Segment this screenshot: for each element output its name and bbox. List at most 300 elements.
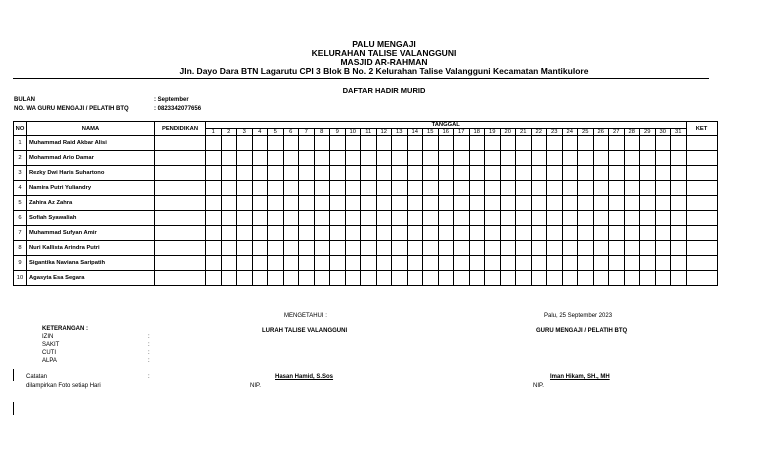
attendance-cell (640, 271, 656, 286)
attendance-cell (407, 181, 423, 196)
attendance-cell (562, 226, 578, 241)
attendance-cell (392, 196, 408, 211)
attendance-cell (283, 241, 299, 256)
attendance-cell (516, 226, 532, 241)
education-cell (155, 196, 206, 211)
attendance-cell (655, 166, 671, 181)
attendance-cell (624, 136, 640, 151)
attendance-cell (655, 256, 671, 271)
attendance-cell (221, 226, 237, 241)
attendance-cell (547, 271, 563, 286)
attendance-cell (516, 271, 532, 286)
attendance-cell (283, 256, 299, 271)
mengetahui-label: MENGETAHUI : (284, 313, 327, 319)
header-line-1: PALU MENGAJI (352, 39, 416, 49)
sakit-label: SAKIT (42, 342, 60, 348)
lurah-nip: NIP. (250, 383, 261, 389)
day-header-18: 18 (469, 129, 485, 136)
attendance-cell (361, 271, 377, 286)
attendance-cell (609, 151, 625, 166)
attendance-cell (330, 136, 346, 151)
attendance-cell (407, 166, 423, 181)
attendance-cell (361, 196, 377, 211)
attendance-cell (407, 151, 423, 166)
attendance-cell (423, 166, 439, 181)
ket-cell (686, 151, 717, 166)
attendance-cell (314, 196, 330, 211)
attendance-cell (314, 226, 330, 241)
attendance-cell (562, 136, 578, 151)
attendance-cell (237, 226, 253, 241)
attendance-cell (283, 181, 299, 196)
attendance-cell (485, 166, 501, 181)
day-header-15: 15 (423, 129, 439, 136)
attendance-cell (252, 151, 268, 166)
attendance-cell (299, 226, 315, 241)
attendance-cell (593, 166, 609, 181)
day-header-31: 31 (671, 129, 687, 136)
day-header-28: 28 (624, 129, 640, 136)
attendance-cell (500, 256, 516, 271)
attendance-cell (500, 151, 516, 166)
attendance-cell (392, 166, 408, 181)
day-header-13: 13 (392, 129, 408, 136)
attendance-cell (299, 241, 315, 256)
day-header-6: 6 (283, 129, 299, 136)
attendance-cell (655, 241, 671, 256)
ket-cell (686, 196, 717, 211)
attendance-cell (423, 226, 439, 241)
row-number: 1 (14, 136, 27, 151)
attendance-cell (469, 226, 485, 241)
student-name: Nuri Kallista Arindra Putri (27, 241, 155, 256)
attendance-cell (469, 256, 485, 271)
attendance-cell (438, 256, 454, 271)
education-cell (155, 256, 206, 271)
attendance-cell (531, 256, 547, 271)
attendance-cell (392, 256, 408, 271)
attendance-cell (624, 181, 640, 196)
attendance-cell (469, 151, 485, 166)
attendance-cell (423, 241, 439, 256)
attendance-cell (640, 136, 656, 151)
attendance-cell (671, 241, 687, 256)
attendance-cell (376, 196, 392, 211)
attendance-cell (345, 226, 361, 241)
attendance-cell (547, 256, 563, 271)
attendance-cell (330, 166, 346, 181)
attendance-cell (640, 241, 656, 256)
table-row (14, 271, 718, 286)
wa-value: : 0823342077656 (154, 106, 202, 112)
attendance-cell (283, 166, 299, 181)
attendance-cell (469, 166, 485, 181)
attendance-cell (438, 136, 454, 151)
attendance-cell (361, 151, 377, 166)
attendance-cell (547, 241, 563, 256)
attendance-cell (268, 196, 284, 211)
attendance-cell (407, 271, 423, 286)
attendance-cell (578, 166, 594, 181)
attendance-cell (361, 211, 377, 226)
attendance-cell (376, 211, 392, 226)
attendance-cell (624, 166, 640, 181)
column-header-ket: KET (686, 122, 717, 136)
attendance-cell (547, 211, 563, 226)
attendance-cell (206, 151, 222, 166)
attendance-cell (531, 181, 547, 196)
attendance-cell (500, 226, 516, 241)
attendance-cell (516, 166, 532, 181)
attendance-cell (531, 271, 547, 286)
attendance-cell (655, 271, 671, 286)
attendance-cell (299, 271, 315, 286)
attendance-cell (237, 136, 253, 151)
attendance-cell (252, 196, 268, 211)
attendance-cell (407, 211, 423, 226)
attendance-cell (392, 136, 408, 151)
day-header-11: 11 (361, 129, 377, 136)
attendance-cell (578, 151, 594, 166)
day-header-5: 5 (268, 129, 284, 136)
attendance-cell (221, 151, 237, 166)
attendance-cell (206, 241, 222, 256)
attendance-cell (376, 181, 392, 196)
attendance-cell (361, 166, 377, 181)
cuti-colon: : (148, 350, 150, 356)
attendance-cell (671, 271, 687, 286)
attendance-cell (562, 181, 578, 196)
attendance-cell (578, 256, 594, 271)
student-name: Agasyta Esa Segara (27, 271, 155, 286)
attendance-cell (221, 196, 237, 211)
table-row (14, 196, 718, 211)
attendance-cell (578, 271, 594, 286)
attendance-cell (671, 166, 687, 181)
attendance-cell (221, 271, 237, 286)
day-header-9: 9 (330, 129, 346, 136)
attendance-cell (314, 241, 330, 256)
row-number: 2 (14, 151, 27, 166)
attendance-cell (330, 151, 346, 166)
attendance-cell (252, 271, 268, 286)
day-header-10: 10 (345, 129, 361, 136)
attendance-cell (252, 181, 268, 196)
attendance-cell (392, 271, 408, 286)
attendance-cell (423, 151, 439, 166)
attendance-cell (624, 271, 640, 286)
attendance-cell (578, 211, 594, 226)
attendance-cell (345, 166, 361, 181)
attendance-cell (500, 271, 516, 286)
attendance-cell (237, 166, 253, 181)
row-number: 5 (14, 196, 27, 211)
attendance-cell (252, 226, 268, 241)
attendance-cell (485, 211, 501, 226)
table-row (14, 241, 718, 256)
attendance-cell (330, 226, 346, 241)
attendance-cell (361, 181, 377, 196)
attendance-cell (252, 166, 268, 181)
attendance-cell (624, 196, 640, 211)
student-name: Muhammad Raid Akbar Alisi (27, 136, 155, 151)
attendance-cell (206, 136, 222, 151)
student-name: Namira Putri Yuliandry (27, 181, 155, 196)
attendance-cell (407, 196, 423, 211)
month-label: BULAN (14, 97, 35, 103)
lurah-name: Hasan Hamid, S.Sos (275, 374, 334, 380)
table-row (14, 151, 718, 166)
column-header-education: PENDIDIKAN (155, 122, 206, 136)
attendance-cell (361, 256, 377, 271)
row-number: 4 (14, 181, 27, 196)
table-row (14, 211, 718, 226)
attendance-cell (547, 181, 563, 196)
attendance-cell (671, 136, 687, 151)
education-cell (155, 136, 206, 151)
attendance-cell (578, 136, 594, 151)
attendance-table (13, 121, 718, 286)
attendance-cell (562, 211, 578, 226)
attendance-cell (531, 196, 547, 211)
attendance-cell (376, 241, 392, 256)
attendance-cell (469, 196, 485, 211)
attendance-cell (609, 271, 625, 286)
attendance-cell (531, 136, 547, 151)
keterangan-label: KETERANGAN : (42, 326, 88, 332)
guru-title: GURU MENGAJI / PELATIH BTQ (536, 328, 628, 334)
attendance-cell (407, 256, 423, 271)
attendance-cell (407, 241, 423, 256)
attendance-cell (640, 181, 656, 196)
attendance-cell (237, 151, 253, 166)
alpa-label: ALPA (42, 358, 57, 364)
attendance-cell (593, 136, 609, 151)
row-number: 6 (14, 211, 27, 226)
attendance-cell (578, 196, 594, 211)
header-divider (13, 78, 709, 79)
attendance-cell (206, 256, 222, 271)
day-header-4: 4 (252, 129, 268, 136)
attendance-cell (578, 241, 594, 256)
attendance-cell (438, 241, 454, 256)
attendance-cell (237, 196, 253, 211)
attendance-cell (314, 271, 330, 286)
attendance-cell (469, 241, 485, 256)
attendance-cell (268, 211, 284, 226)
attendance-cell (640, 256, 656, 271)
attendance-cell (640, 166, 656, 181)
attendance-cell (655, 181, 671, 196)
attendance-cell (206, 226, 222, 241)
attendance-cell (454, 241, 470, 256)
attendance-cell (469, 181, 485, 196)
attendance-cell (516, 181, 532, 196)
attendance-cell (454, 256, 470, 271)
attendance-cell (609, 256, 625, 271)
month-value: : September (154, 97, 189, 103)
attendance-cell (469, 136, 485, 151)
attendance-cell (485, 151, 501, 166)
attendance-cell (376, 256, 392, 271)
ket-cell (686, 256, 717, 271)
attendance-cell (438, 226, 454, 241)
attendance-cell (314, 256, 330, 271)
attendance-cell (516, 241, 532, 256)
attendance-cell (407, 226, 423, 241)
attendance-cell (593, 241, 609, 256)
attendance-cell (485, 181, 501, 196)
table-row (14, 136, 718, 151)
day-header-19: 19 (485, 129, 501, 136)
attendance-cell (500, 166, 516, 181)
guru-name: Iman Hikam, SH., MH (550, 374, 610, 380)
attendance-cell (206, 196, 222, 211)
attendance-cell (361, 226, 377, 241)
izin-label: IZIN (42, 334, 54, 340)
attendance-cell (562, 271, 578, 286)
attendance-cell (454, 211, 470, 226)
attendance-cell (485, 226, 501, 241)
attendance-cell (562, 151, 578, 166)
attendance-cell (221, 136, 237, 151)
attendance-cell (206, 166, 222, 181)
attendance-cell (671, 211, 687, 226)
attendance-cell (609, 211, 625, 226)
attendance-cell (655, 226, 671, 241)
attendance-cell (438, 211, 454, 226)
day-header-21: 21 (516, 129, 532, 136)
attendance-cell (283, 136, 299, 151)
attendance-cell (500, 211, 516, 226)
attendance-cell (283, 211, 299, 226)
row-number: 10 (14, 271, 27, 286)
attendance-cell (454, 166, 470, 181)
attendance-cell (268, 226, 284, 241)
attendance-cell (609, 166, 625, 181)
attendance-cell (392, 181, 408, 196)
attendance-cell (330, 196, 346, 211)
attendance-cell (547, 136, 563, 151)
attendance-cell (547, 166, 563, 181)
attendance-cell (655, 136, 671, 151)
attendance-cell (376, 271, 392, 286)
attendance-cell (438, 166, 454, 181)
cuti-label: CUTI (42, 350, 56, 356)
attendance-cell (221, 166, 237, 181)
attendance-cell (283, 151, 299, 166)
attendance-cell (299, 256, 315, 271)
attendance-cell (221, 211, 237, 226)
attendance-cell (423, 271, 439, 286)
attendance-cell (485, 241, 501, 256)
day-header-25: 25 (578, 129, 594, 136)
attendance-cell (206, 211, 222, 226)
attendance-cell (454, 181, 470, 196)
attendance-cell (345, 271, 361, 286)
education-cell (155, 166, 206, 181)
attendance-cell (671, 256, 687, 271)
attendance-cell (593, 271, 609, 286)
ket-cell (686, 166, 717, 181)
column-header-date: TANGGAL (206, 122, 687, 129)
attendance-cell (237, 241, 253, 256)
alpa-colon: : (148, 358, 150, 364)
attendance-cell (547, 226, 563, 241)
attendance-cell (376, 136, 392, 151)
column-header-name: NAMA (27, 122, 155, 136)
attendance-cell (299, 196, 315, 211)
lurah-title: LURAH TALISE VALANGGUNI (262, 328, 348, 334)
attendance-cell (469, 271, 485, 286)
attendance-cell (299, 151, 315, 166)
attendance-cell (531, 241, 547, 256)
attendance-cell (500, 241, 516, 256)
day-header-3: 3 (237, 129, 253, 136)
attendance-cell (299, 211, 315, 226)
attendance-cell (516, 256, 532, 271)
attendance-cell (392, 241, 408, 256)
attendance-cell (624, 226, 640, 241)
attendance-cell (206, 271, 222, 286)
attendance-cell (345, 136, 361, 151)
attendance-cell (423, 196, 439, 211)
row-number: 9 (14, 256, 27, 271)
day-header-24: 24 (562, 129, 578, 136)
attendance-cell (531, 166, 547, 181)
table-row (14, 226, 718, 241)
day-header-16: 16 (438, 129, 454, 136)
attendance-cell (593, 181, 609, 196)
table-row (14, 181, 718, 196)
attendance-cell (345, 241, 361, 256)
attendance-cell (221, 181, 237, 196)
attendance-cell (423, 211, 439, 226)
education-cell (155, 151, 206, 166)
day-header-23: 23 (547, 129, 563, 136)
attendance-cell (237, 211, 253, 226)
day-header-30: 30 (655, 129, 671, 136)
guru-nip: NIP. (533, 383, 544, 389)
day-header-7: 7 (299, 129, 315, 136)
attendance-cell (423, 181, 439, 196)
wa-label: NO. WA GURU MENGAJI / PELATIH BTQ (14, 106, 129, 112)
attendance-cell (671, 151, 687, 166)
attendance-cell (593, 151, 609, 166)
ket-cell (686, 136, 717, 151)
attendance-cell (454, 151, 470, 166)
attendance-cell (485, 136, 501, 151)
attendance-cell (500, 136, 516, 151)
attendance-cell (593, 226, 609, 241)
attendance-cell (252, 211, 268, 226)
attendance-cell (423, 136, 439, 151)
attendance-cell (531, 226, 547, 241)
attendance-cell (562, 196, 578, 211)
row-number: 7 (14, 226, 27, 241)
attendance-cell (268, 271, 284, 286)
attendance-cell (330, 241, 346, 256)
attendance-cell (361, 241, 377, 256)
day-header-2: 2 (221, 129, 237, 136)
day-header-17: 17 (454, 129, 470, 136)
attendance-cell (485, 256, 501, 271)
attendance-cell (299, 136, 315, 151)
text-cursor (13, 369, 14, 381)
attendance-cell (516, 151, 532, 166)
attendance-cell (485, 196, 501, 211)
row-number: 8 (14, 241, 27, 256)
